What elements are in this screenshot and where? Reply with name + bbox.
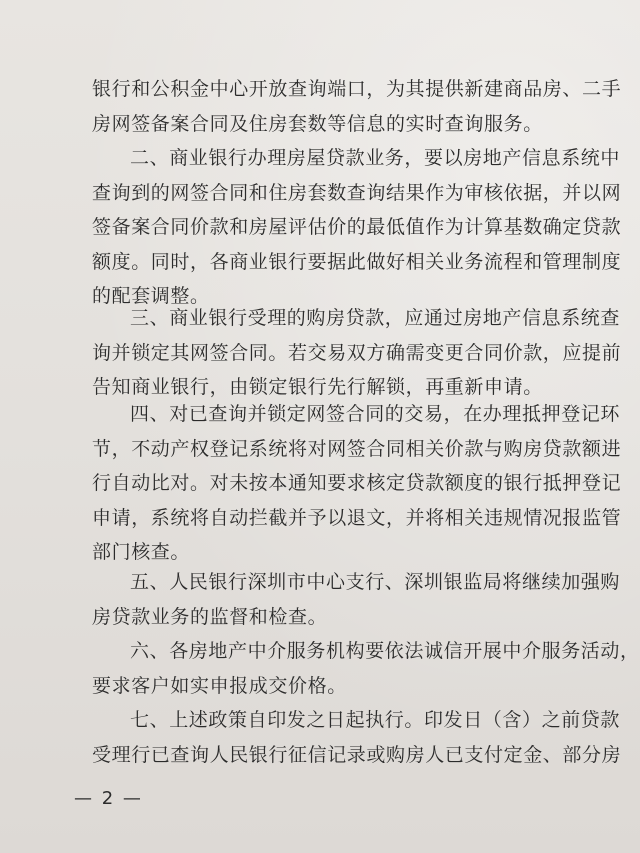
text-line: 额度。同时，各商业银行要据此做好相关业务流程和管理制度 (92, 250, 622, 273)
text-line: 房贷款业务的监督和检查。 (92, 605, 328, 628)
page-number: — 2 — (74, 788, 143, 809)
paragraph-2 (92, 301, 622, 405)
text-line: 银行和公积金中心开放查询端口，为其提供新建商品房、二手 (92, 78, 622, 100)
text-line: 申请，系统将自动拦截并予以退文，并将相关违规情况报监管 (92, 506, 622, 529)
text-line: 房网签备案合同及住房套数等信息的实时查询服务。 (92, 112, 543, 135)
text-line: 六、各房地产中介服务机构要依法诚信开展中介服务活动， (130, 640, 640, 662)
text-line: 告知商业银行，由锁定银行先行解锁，再重新申请。 (92, 376, 543, 398)
text-line: 四、对已查询并锁定网签合同的交易，在办理抵押登记环 (130, 403, 621, 425)
text-line: 七、上述政策自印发之日起执行。印发日（含）之前贷款 (130, 709, 621, 731)
text-line: 受理行已查询人民银行征信记录或购房人已支付定金、部分房 (92, 743, 622, 766)
text-line: 二、商业银行办理房屋贷款业务，要以房地产信息系统中 (130, 147, 621, 169)
text-line: 节，不动产权登记系统将对网签合同相关价款与购房贷款额进 (92, 437, 622, 460)
paragraph-5 (92, 634, 640, 703)
text-line: 询并锁定其网签合同。若交易双方确需变更合同价款，应提前 (92, 341, 622, 364)
text-line: 三、商业银行受理的购房贷款，应通过房地产信息系统查 (130, 307, 621, 329)
text-line: 查询到的网签合同和住房套数查询结果作为审核依据，并以网 (92, 181, 622, 204)
paragraph-6 (92, 703, 622, 772)
text-line: 签备案合同价款和房屋评估价的最低值作为计算基数确定贷款 (92, 216, 622, 238)
paragraph-4 (92, 565, 621, 634)
paragraph-0 (92, 72, 622, 141)
text-line: 部门核查。 (92, 541, 191, 563)
text-line: 的配套调整。 (92, 285, 210, 307)
text-line: 要求客户如实申报成交价格。 (92, 674, 347, 697)
paragraph-3 (92, 397, 622, 570)
text-line: 五、人民银行深圳市中心支行、深圳银监局将继续加强购 (130, 571, 621, 593)
paragraph-1 (92, 141, 622, 314)
text-line: 行自动比对。对未按本通知要求核定贷款额度的银行抵押登记 (92, 472, 622, 494)
